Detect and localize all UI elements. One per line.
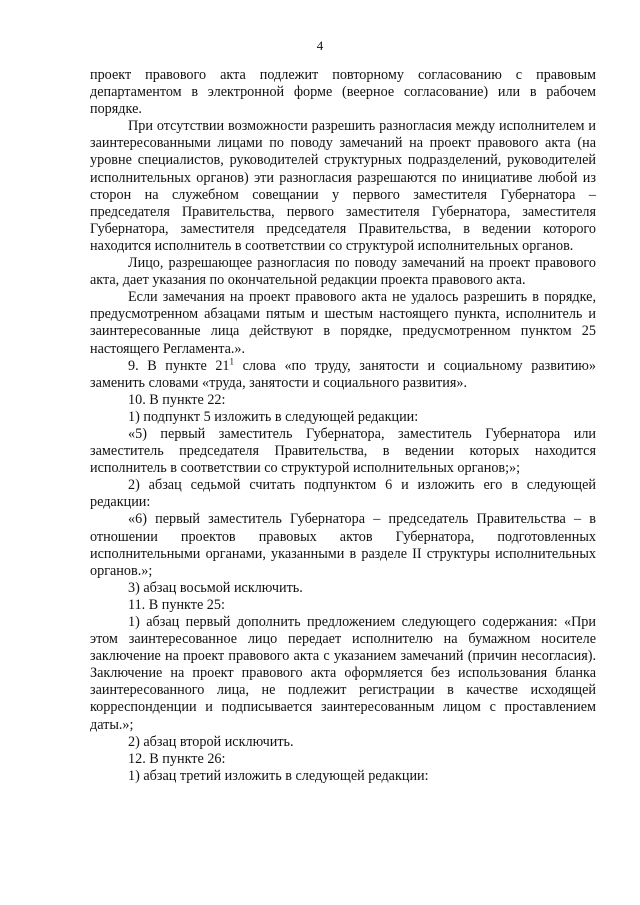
page-number: 4 — [316, 38, 324, 53]
document-body — [90, 67, 596, 785]
paragraph: «6) первый заместитель Губернатора – председатель Правительства – в отношении проектов правовых актов Губернатора, подготовленных исполнительными органами, указанными в разделе II структуры исполнительных органов.»; — [90, 511, 596, 579]
paragraph: 2) абзац второй исключить. — [128, 733, 294, 750]
superscript: 1 — [229, 355, 235, 366]
paragraph: Лицо, разрешающее разногласия по поводу замечаний на проект правового акта, дает указания по окончательной редакции проекта правового акта. — [90, 255, 596, 289]
paragraph: 1) абзац первый дополнить предложением следующего содержания: «При этом заинтересованное лицо передает исполнителю на бумажном носителе заключение на проект правового акта с указанием замечаний (причин несогласия). Заключение на проект правового акта оформляется без использования бланка заинтересованного лица, не подлежит регистрации в качестве исходящей корреспонденции и подписывается заинтересованным лицом с проставлением даты.»; — [90, 614, 596, 733]
paragraph: При отсутствии возможности разрешить разногласия между исполнителем и заинтересованными лицами по поводу замечаний на проект правового акта (на уровне специалистов, руководителей структурных подразделений, руководителей исполнительных органов) эти разногласия разрешаются по инициативе любой из сторон на служебном совещании у первого заместителя Губернатора – председателя Правительства, первого заместителя Губернатора, заместителя Губернатора, заместителя председателя Правительства, в ведении которого находится исполнитель в соответствии со структурой исполнительных органов. — [90, 118, 596, 254]
paragraph: 11. В пункте 25: — [128, 596, 225, 613]
paragraph: проект правового акта подлежит повторному согласованию с правовым департаментом в электронной форме (веерное согласование) или в рабочем порядке. — [90, 67, 596, 118]
paragraph: 1) абзац третий изложить в следующей редакции: — [128, 767, 429, 784]
paragraph: 2) абзац седьмой считать подпунктом 6 и изложить его в следующей редакции: — [90, 477, 596, 511]
paragraph — [90, 355, 596, 392]
paragraph: 3) абзац восьмой исключить. — [128, 579, 303, 596]
paragraph: 12. В пункте 26: — [128, 750, 226, 767]
paragraph: «5) первый заместитель Губернатора, заместитель Губернатора или заместитель председателя Правительства, в ведении которых находится исполнитель в соответствии со структурой исполнительных органов;»; — [90, 425, 596, 477]
paragraph: 10. В пункте 22: — [128, 391, 226, 408]
paragraph: 1) подпункт 5 изложить в следующей редакции: — [128, 408, 419, 425]
paragraph-text: 9. В пункте 21 — [128, 357, 230, 374]
paragraph-text: слова «по труду, занятости и социальному развитию» заменить словами «труда, занятости и социального развития». — [90, 357, 596, 391]
paragraph: Если замечания на проект правового акта не удалось разрешить в порядке, предусмотренном абзацами пятым и шестым настоящего пункта, исполнитель и заинтересованные лица действуют в порядке, предусмотренном пунктом 25 настоящего Регламента.». — [90, 289, 596, 357]
